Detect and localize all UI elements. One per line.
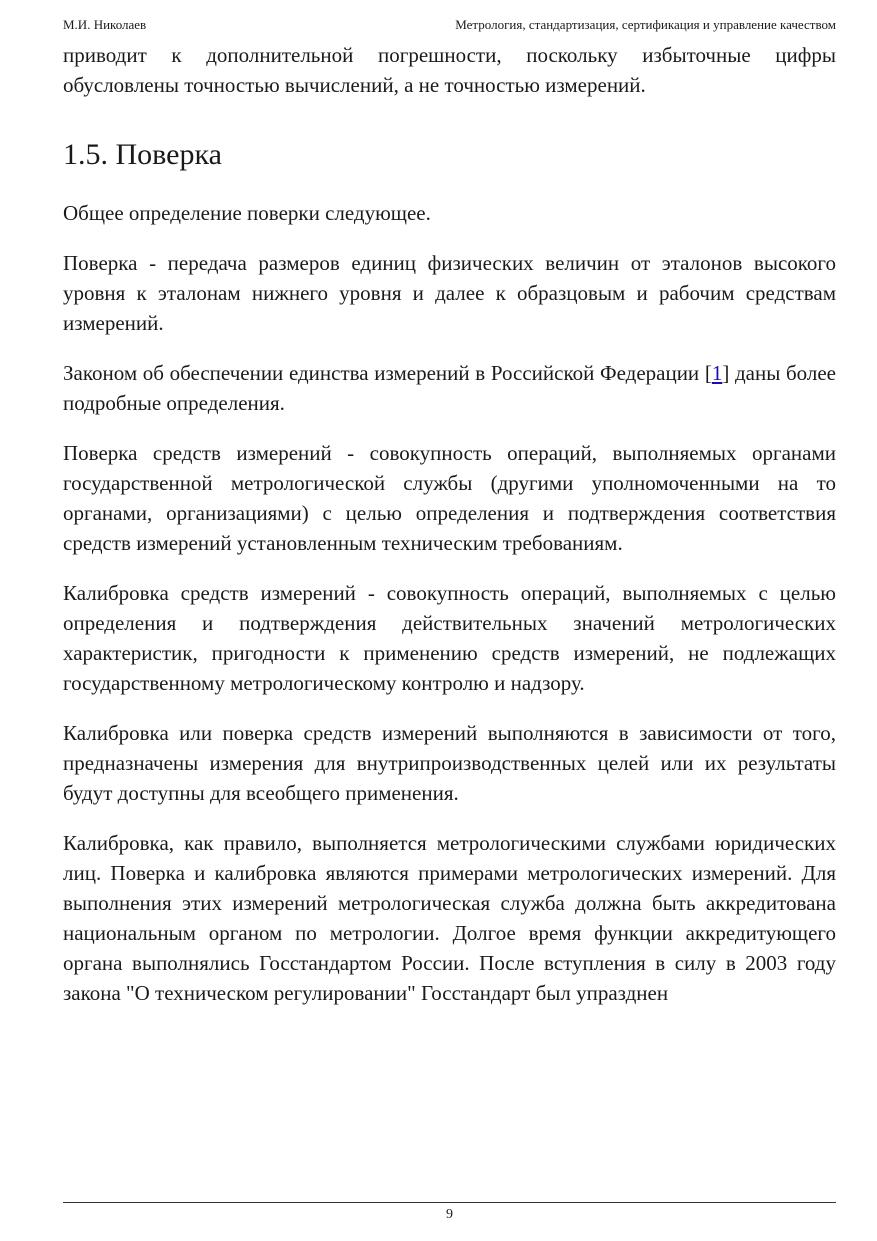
footer-divider	[63, 1202, 836, 1203]
reference-link[interactable]: 1	[711, 361, 723, 385]
law-reference-text-after: ] даны более подробные определения.	[63, 361, 837, 415]
document-page	[63, 0, 836, 1241]
law-reference-text-before: Законом об обеспечении единства измерений в Российской Федерации [	[63, 361, 712, 385]
paragraph-verification-definition: Поверка - передача размеров единиц физических величин от эталонов высокого уровня к эталонам нижнего уровня и далее к образцовым и рабочим средствам измерений.	[63, 251, 836, 335]
running-header	[63, 16, 836, 36]
paragraph-calibration-of-instruments: Калибровка средств измерений - совокупность операций, выполняемых с целью определения и подтверждения действительных значений метрологических характеристик, пригодности к применению средств измерений, не подлежащих государственному метрологическому контролю и надзору.	[63, 581, 836, 695]
paragraph-law-reference	[63, 358, 836, 418]
header-author: М.И. Николаев	[63, 17, 147, 32]
page-content	[63, 40, 836, 1008]
carryover-paragraph: приводит к дополнительной погрешности, поскольку избыточные цифры обусловлены точностью вычислений, а не точностью измерений.	[63, 43, 836, 97]
paragraph-calibration-or-verification: Калибровка или поверка средств измерений выполняются в зависимости от того, предназначены измерения для внутрипроизводственных целей или их результаты будут доступны для всеобщего применения.	[63, 721, 836, 805]
page-number: 9	[446, 1207, 453, 1222]
header-book-title: Метрология, стандартизация, сертификация и управление качеством	[455, 17, 836, 32]
paragraph-general-definition: Общее определение поверки следующее.	[63, 201, 431, 225]
paragraph-calibration-services: Калибровка, как правило, выполняется метрологическими службами юридических лиц. Поверка и калибровка являются примерами метрологических измерений. Для выполнения этих измерений метрологическая служба должна быть аккредитована национальным органом по метрологии. Долгое время функции аккредитующего органа выполнялись Госстандартом России. После вступления в силу в 2003 году закона "О техническом регулировании" Госстандарт был упразднен	[63, 831, 836, 1005]
paragraph-verification-of-instruments: Поверка средств измерений - совокупность операций, выполняемых органами государственной метрологической службы (другими уполномоченными на то органами, организациями) с целью определения и подтверждения соответствия средств измерений установленным техническим требованиям.	[63, 441, 836, 555]
section-heading: 1.5. Поверка	[63, 138, 222, 171]
